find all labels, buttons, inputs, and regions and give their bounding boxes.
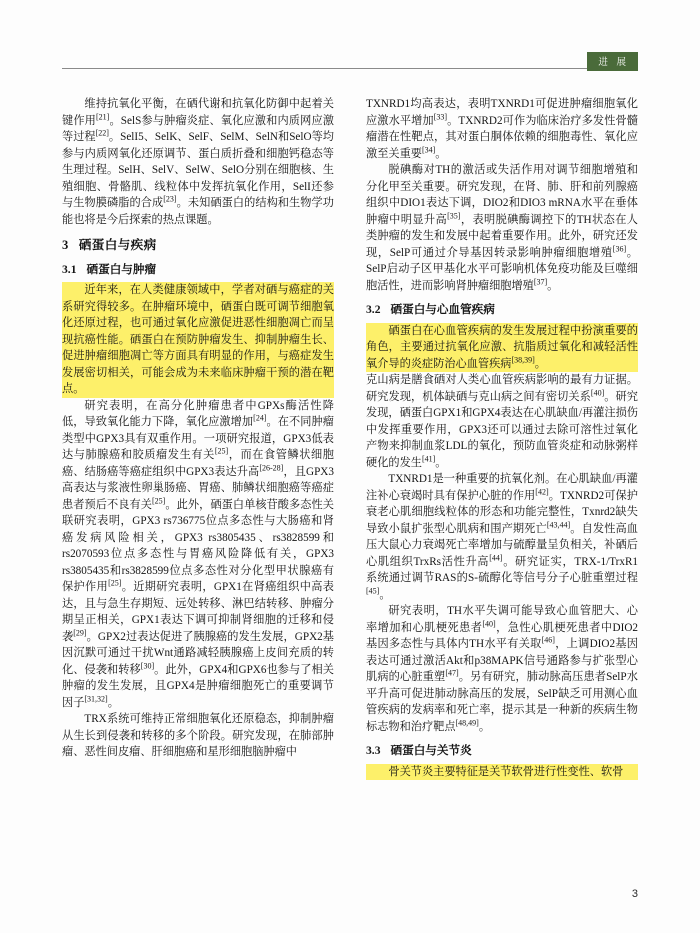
paragraph-right-2: 脱碘酶对TH的激活或失活作用对调节细胞增殖和分化甲至关重要。研究发现，在肾、肺、肝和前列腺癌组织中DIO1表达下调，DIO2和DIO3 mRNA水平在垂体肿瘤中明显升高[35]，表明脱碘酶调控下的TH状态在人类肿瘤的发生和发展中起着重要作用。此外，研究还发现，SelP可通过介导基因转录影响肿瘤细胞增殖[36]。SelP启动子区甲基化水平可影响机体免疫功能及巨噬细胞活性，进而影响肾肿瘤细胞增殖[37]。 — [366, 164, 638, 292]
header-tag: 进 展 — [587, 52, 638, 71]
paragraph-right-3-highlighted: 硒蛋白在心血管疾病的发生发展过程中扮演重要的角色，主要通过抗氧化应激、抗脂质过氧化和减轻活性氧介导的炎症防治心血管疾病[38,39]。 — [366, 323, 638, 373]
section-number: 3 — [62, 238, 69, 252]
paragraph-left-4: TRX系统可维持正常细胞氧化还原稳态，抑制肿瘤从生长到侵袭和转移的多个阶段。研究发现，在肺部肿瘤、恶性间皮瘤、肝细胞癌和星形细胞脑肿瘤中 — [62, 713, 334, 758]
paragraph-right-5: TXNRD1是一种重要的抗氧化剂。在心肌缺血/再灌注补心衰竭时具有保护心脏的作用[42]。TXNRD2可保护衰老心肌细胞线粒体的形态和功能完整性，Txnrd2缺失导致小鼠扩张型心肌病和围产期死亡[43,44]。自发性高血压大鼠心力衰竭死亡率增加与硫醇量呈负相关，补硒后心肌组织TrxRs活性升高[44]。研究证实，TRX-1/TrxR1系统通过调节RAS的S-硫醇化等信号分子心脏重塑过程[45]。 — [366, 473, 639, 601]
paragraph-left-3: 研究表明，在高分化肿瘤患者中GPXs酶活性降低，导致氧化能力下降，氧化应激增加[24]。在不同肿瘤类型中GPX3具有双重作用。一项研究报道，GPX3低表达与肺腺癌和胶质瘤发生有关[25]，而在食管鳞状细胞癌、结肠癌等癌症组织中GPX3表达升高[26-28]，且GPX3高表达与浆液性卵巢肠癌、胃癌、肺鳞状细胞癌等癌症患者预后不良有关[25]。此外，硒蛋白单核苷酸多态性关联研究表明，GPX3 rs736775位点多态性与大肠癌和肾癌发病风险相关，GPX3 rs3805435、rs3828599和rs2070593位点多态性与胃癌风险降低有关，GPX3 rs3805435和rs3828599位点多态性对分化型甲状腺癌有保护作用[25]。近期研究表明，GPX1在肾癌组织中高表达，且与急生存期短、远处转移、淋巴结转移、肿瘤分期呈正相关，GPX1表达下调可抑制肾细胞的迁移和侵袭[29]。GPX2过表达促进了胰腺癌的发生发展，GPX2基因沉默可通过干扰Wnt通路减轻胰腺癌上皮间充质的转化、侵袭和转移[30]。此外，GPX4和GPX6也参与了相关肿瘤的发生发展，且GPX4是肿瘤细胞死亡的重要调节因子[31,32]。 — [62, 399, 334, 709]
paragraph-right-6: 研究表明，TH水平失调可能导致心血管肥大、心率增加和心肌梗死患者[40]，急性心肌梗死患者中DIO2基因多态性与具体内TH水平有关取[46]，上调DIO2基因表达可通过激活Akt和p38MAPK信号通路参与扩张型心肌病的心脏重塑[47]。另有研究，肺动脉高压患者SelP水平升高可促进肺动脉高压的发展，SelP缺乏可用测心血管疾病的发病率和死亡率，提示其是一种新的疾病生物标志物和治疗靶点[48,49]。 — [366, 605, 638, 733]
paragraph-right-7-highlighted: 骨关节炎主要特征是关节软骨进行性变性、软骨 — [366, 764, 638, 781]
section-title: 硒蛋白与疾病 — [78, 238, 157, 252]
subsection-title: 硒蛋白与关节炎 — [390, 744, 472, 757]
header-divider — [62, 68, 638, 69]
paragraph-right-4: 克山病是膳食硒对人类心血管疾病影响的最有力证据。研究发现，机体缺硒与克山病之间有密切关系[40]。研究发现，硒蛋白GPX1和GPX4表达在心肌缺血/再灌注损伤中发挥重要作用，GPX3还可以通过去除可溶性过氧化产物来抑制血浆LDL的氧化，预防血管炎症和动脉粥样硬化的发生[41]。 — [366, 374, 638, 469]
paragraph-right-1: TXNRD1均高表达，表明TXNRD1可促进肿瘤细胞氧化应激水平增加[33]。TXNRD2可作为临床治疗多发性骨髓瘤潜在性靶点，其对蛋白胴体依赖的细胞毒性、氧化应激至关重要[34]。 — [366, 98, 638, 160]
subsection-title: 硒蛋白与肿瘤 — [86, 262, 157, 276]
section-heading-3 — [62, 237, 334, 254]
subsection-number: 3.3 — [366, 744, 381, 757]
paragraph-left-1: 维持抗氧化平衡，在硒代谢和抗氧化防御中起着关键作用[21]。SelS参与肿瘤炎症、氧化应激和内质网应激等过程[22]。SelI5、SelK、SelF、SelM、SelN和SelO等均参与内质网氧化还原调节、蛋白质折叠和细胞钙稳态等生理过程。SelH、SelV、SelW、SelO分别在细胞核、生殖细胞、骨骼肌、线粒体中发挥抗氧化作用，SelI还参与生物膜磷脂的合成[23]。未知硒蛋白的结构和生物学功能也将是今后探索的热点课题。 — [62, 98, 334, 226]
right-column — [366, 96, 638, 780]
left-column — [62, 96, 334, 761]
paragraph-left-2-highlighted: 近年来，在人类健康领域中，学者对硒与癌症的关系研究得较多。在肿瘤环境中，硒蛋白既可调节细胞氧化还原过程，也可通过氧化应激促进恶性细胞凋亡而呈现抗癌性能。硒蛋白在预防肿瘤发生、抑制肿瘤生长、促进肿瘤细胞凋亡等方面具有明显的作用，与癌症发生发展密切相关，可能会成为未来临床肿瘤干预的潜在靶点。 — [62, 282, 334, 398]
page-number: 3 — [631, 888, 638, 900]
subsection-heading-3-3 — [366, 743, 638, 760]
subsection-number: 3.2 — [366, 303, 381, 316]
page-header — [0, 52, 700, 74]
subsection-heading-3-2 — [366, 302, 638, 319]
subsection-title: 硒蛋白与心血管疾病 — [390, 303, 495, 316]
subsection-number: 3.1 — [62, 262, 77, 276]
subsection-heading-3-1 — [62, 262, 334, 279]
